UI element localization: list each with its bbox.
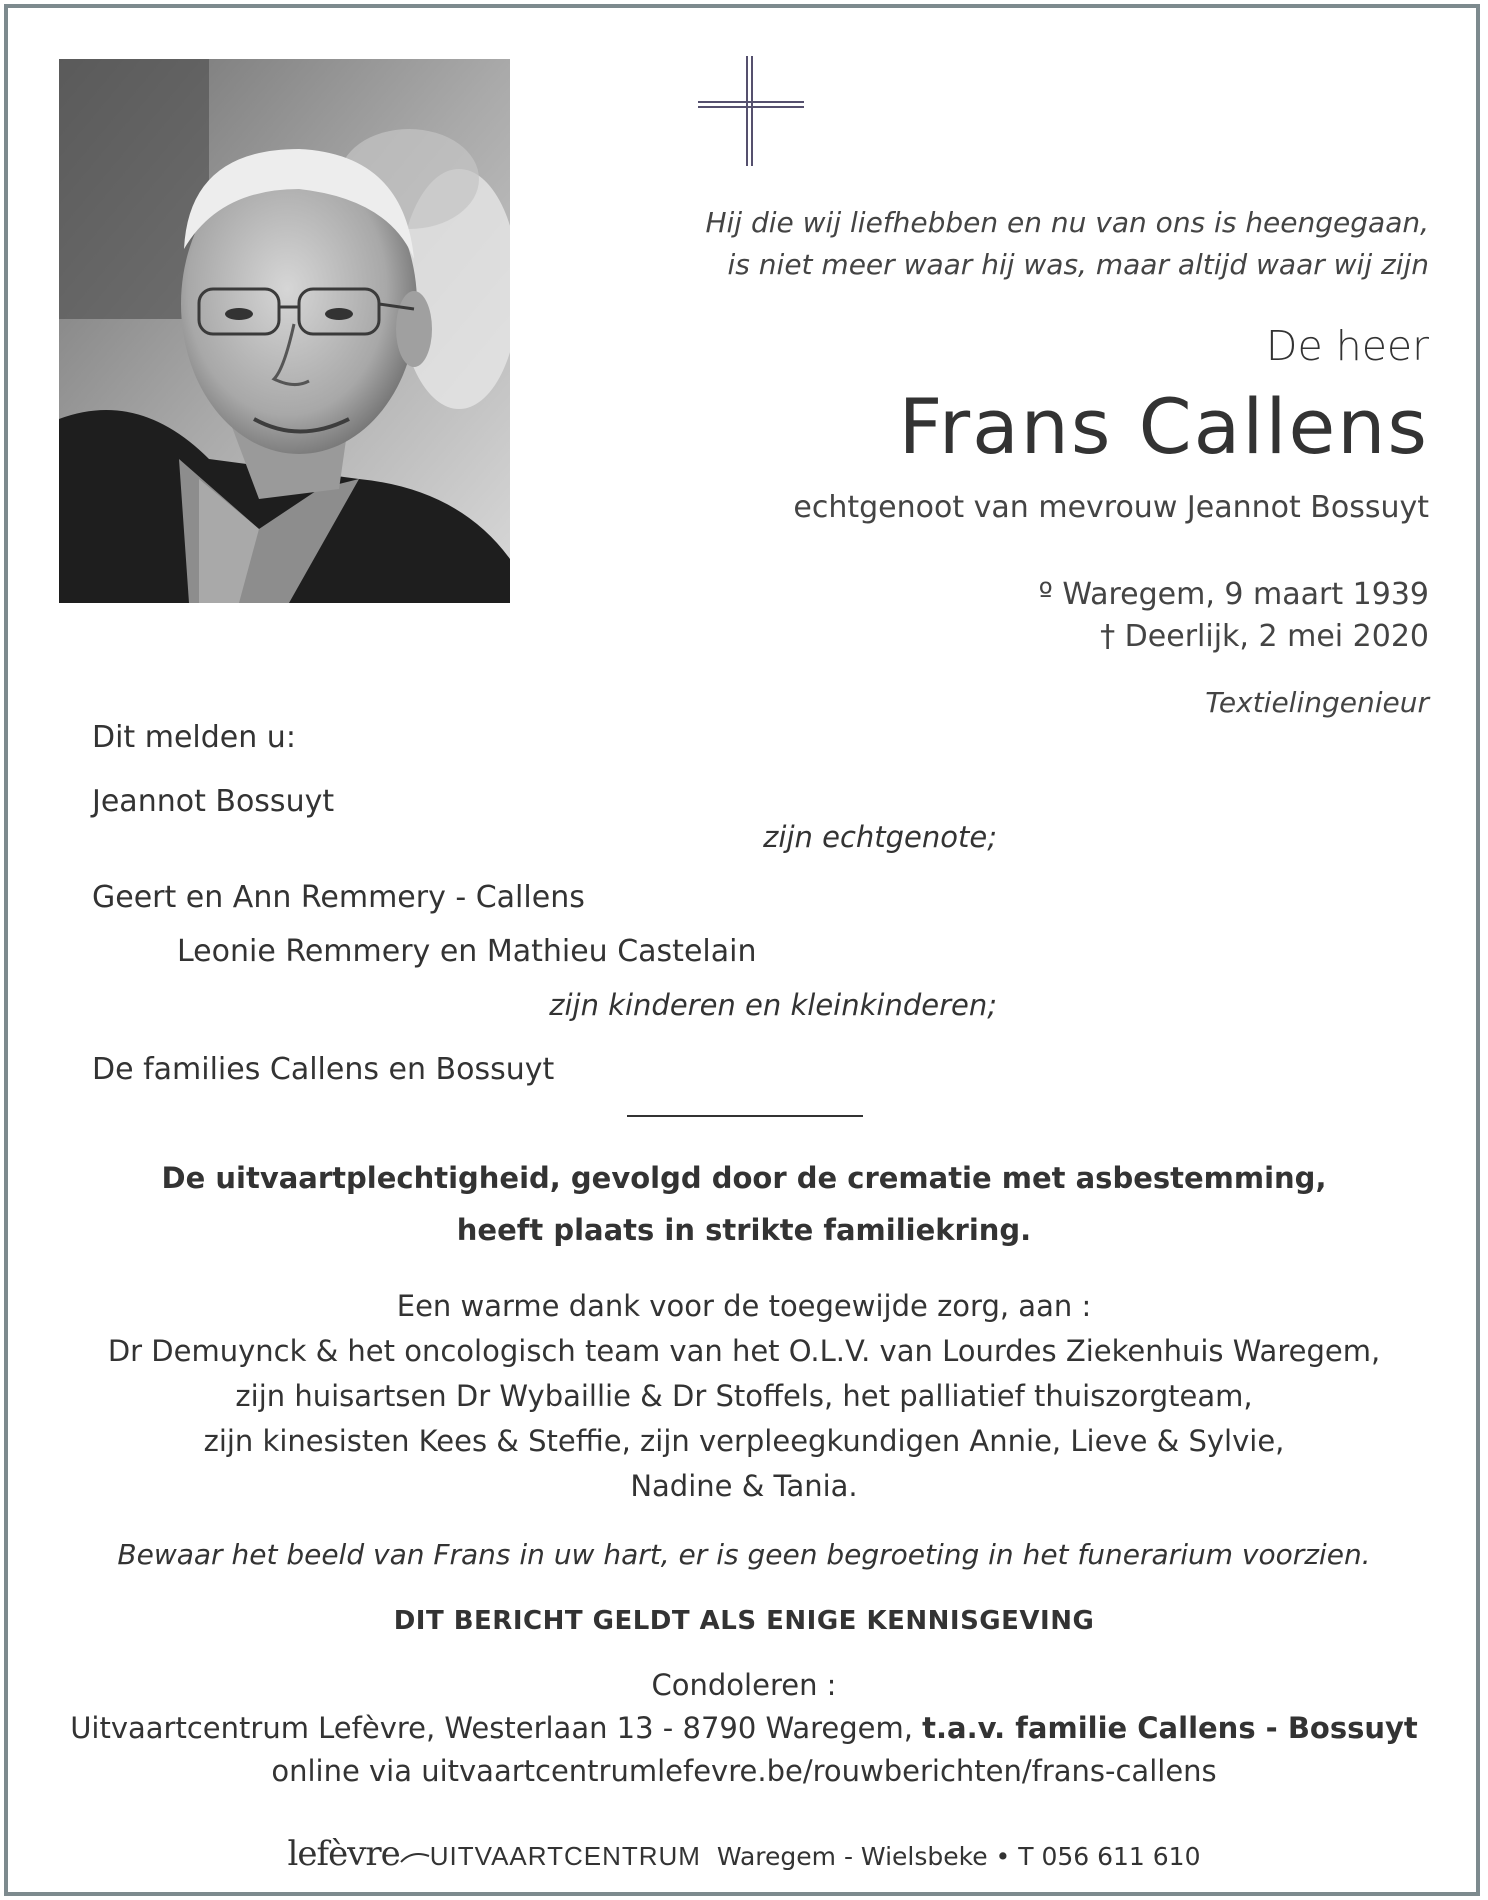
children-relation: zijn kinderen en kleinkinderen; [549,988,997,1022]
grandchildren-names: Leonie Remmery en Mathieu Castelain [177,934,757,969]
ceremony-line: heeft plaats in strikte familiekring. [456,1213,1032,1247]
portrait-photo [59,59,510,603]
life-dates [1039,574,1429,658]
notice-line: DIT BERICHT GELDT ALS ENIGE KENNISGEVING [393,1606,1095,1636]
spouse-line: echtgenoot van mevrouw Jeannot Bossuyt [793,490,1429,525]
condolences [0,1664,1488,1793]
memorial-quote [705,202,1429,286]
spouse-name: Jeannot Bossuyt [92,784,335,819]
thanks-text [0,1284,1488,1509]
ceremony-text [0,1152,1488,1256]
spouse-relation: zijn echtgenote; [763,820,997,854]
quote-line: Hij die wij liefhebben en nu van ons is heengegaan, [705,206,1429,239]
birth-line: º Waregem, 9 maart 1939 [1038,577,1429,612]
honorific: De heer [1265,322,1429,370]
thanks-line: zijn huisartsen Dr Wybaillie & Dr Stoffels, het palliatief thuiszorgteam, [235,1379,1253,1413]
family-intro: Dit melden u: [92,720,296,755]
cross-icon [698,56,804,166]
condolences-address [0,1707,1488,1750]
funeral-home-brand: UITVAARTCENTRUM [429,1841,701,1871]
quote-line: is niet meer waar hij was, maar altijd waar wij zijn [727,248,1429,281]
remembrance-note: Bewaar het beeld van Frans in uw hart, er is geen begroeting in het funerarium voorzien. [117,1538,1371,1571]
section-divider [627,1115,863,1117]
thanks-line: Dr Demuynck & het oncologisch team van het O.L.V. van Lourdes Ziekenhuis Waregem, [107,1334,1381,1368]
death-line: † Deerlijk, 2 mei 2020 [1100,619,1429,654]
thanks-line: zijn kinesisten Kees & Steffie, zijn verpleegkundigen Annie, Lieve & Sylvie, [203,1424,1285,1458]
address-recipient: t.a.v. familie Callens - Bossuyt [922,1711,1418,1745]
funeral-home-contact: Waregem - Wielsbeke • T 056 611 610 [716,1842,1201,1871]
children-names: Geert en Ann Remmery - Callens [92,880,585,915]
families-line: De families Callens en Bossuyt [92,1052,555,1087]
ceremony-line: De uitvaartplechtigheid, gevolgd door de crematie met asbestemming, [161,1161,1327,1195]
condolences-heading: Condoleren : [651,1668,837,1702]
logo-swash-icon [400,1848,430,1868]
address-text: Uitvaartcentrum Lefèvre, Westerlaan 13 - 8790 Waregem, [70,1711,923,1745]
thanks-line: Een warme dank voor de toegewijde zorg, aan : [396,1289,1092,1323]
thanks-line: Nadine & Tania. [630,1469,858,1503]
condolences-online: online via uitvaartcentrumlefevre.be/rouwberichten/frans-callens [271,1754,1217,1788]
funeral-home-footer [0,1834,1488,1874]
funeral-home-logo: lefèvre [287,1834,400,1874]
profession: Textielingenieur [1205,686,1429,719]
deceased-name: Frans Callens [898,382,1429,471]
